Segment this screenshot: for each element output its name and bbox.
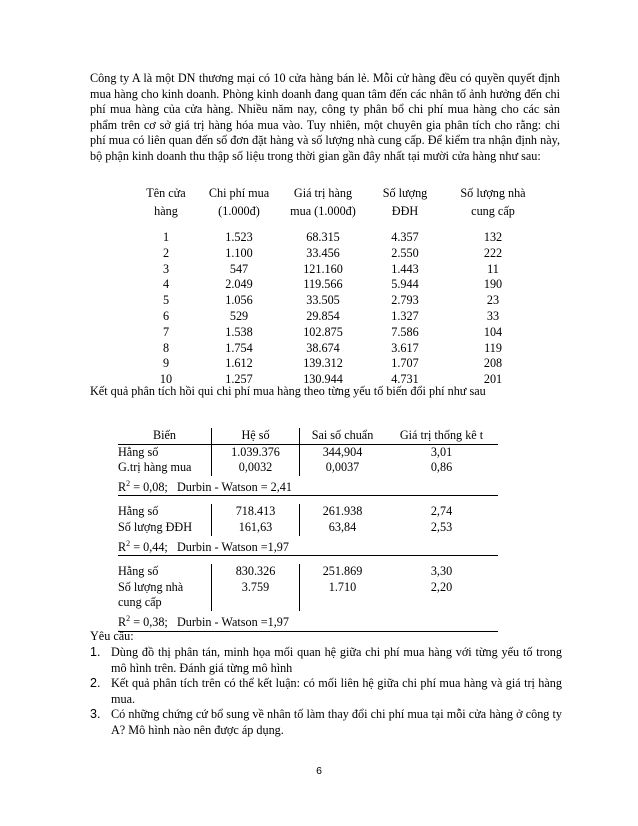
regression-header-t-stat: Giá trị thống kê t: [399, 428, 484, 442]
table-cell: 139.312: [303, 356, 343, 371]
header-order-count: Số lượng ĐĐH: [382, 186, 428, 218]
regression-cell: 3,30: [430, 564, 453, 579]
table-cell: 1: [162, 230, 170, 244]
table-row: [131, 341, 545, 357]
fit-stats-values: = 0,38; Durbin - Watson =1,97: [130, 615, 289, 630]
requirement-number: 1.: [90, 645, 101, 659]
table-cell: 1.538: [225, 324, 253, 339]
page-number: 6: [316, 765, 322, 777]
table-cell: 23: [486, 293, 500, 308]
r-squared-exponent: 2: [126, 538, 131, 548]
table-row: [131, 293, 545, 309]
table-cell: 121.160: [303, 261, 343, 276]
table-row: [131, 246, 545, 262]
r-squared-label: R: [118, 539, 127, 554]
table-cell: 1.612: [225, 356, 253, 371]
regression-cell: 3.759: [211, 580, 299, 596]
regression-header-row: [118, 428, 498, 445]
table-cell: 4.731: [391, 372, 419, 387]
regression-row: [118, 564, 498, 580]
table-cell: 7: [162, 324, 170, 339]
table-cell: 132: [483, 230, 503, 244]
table-cell: 4: [162, 277, 170, 292]
table-row: [131, 277, 545, 293]
requirement-item: [90, 707, 562, 738]
table-cell: 1.443: [391, 261, 419, 276]
regression-row: [118, 460, 498, 476]
store-table-header-row: [131, 184, 545, 220]
regression-cell: 830.326: [211, 564, 299, 580]
regression-intro: Kết quả phân tích hồi qui chi phí mua hàng theo từng yếu tố biến đổi phí như sau: [90, 384, 486, 398]
table-cell: 1.100: [225, 245, 253, 260]
regression-block: [118, 504, 498, 556]
requirements-list: [90, 645, 562, 738]
table-cell: 3.617: [391, 340, 419, 355]
requirement-number: 3.: [90, 707, 101, 721]
r-squared-label: R: [118, 479, 127, 494]
regression-cell: 0,0032: [211, 460, 299, 476]
regression-cell: 0,0037: [299, 460, 385, 476]
store-table-body: [131, 220, 545, 388]
regression-cell: 0,86: [430, 460, 453, 475]
r-squared-exponent: 2: [126, 478, 131, 488]
regression-cell: 3,01: [430, 444, 453, 459]
table-cell: 38.674: [306, 340, 340, 355]
regression-cell: G.trị hàng mua: [118, 460, 192, 475]
table-cell: 1.257: [225, 372, 253, 387]
header-supplier-count: Số lượng nhà cung cấp: [460, 186, 526, 218]
table-cell: 29.854: [306, 308, 340, 323]
regression-cell: 1.039.376: [211, 445, 299, 461]
intro-paragraph: Công ty A là một DN thương mại có 10 cửa hàng bán lẻ. Mỗi cử hàng đều có quyền quyết định mua hàng cho kinh doanh. Phòng kinh doanh đang quan tâm đến các nhân tố ảnh hưởng đến chi phí mua hàng của cửa hàng. Nhiều năm nay, công ty phân bổ chi phí mua hàng cho các sản phẩm trên cơ sở giá trị hàng hóa mua vào. Tuy nhiên, một chuyên gia phân tích cho rằng: chi phí mua có liên quan đến số đơn đặt hàng và số lượng nhà cung cấp. Để kiểm tra nhận định này, bộ phận kinh doanh thu thập số liệu trong thời gian gần đây nhất tại mười cửa hàng như sau:: [90, 71, 560, 163]
fit-stats-values: = 0,08; Durbin - Watson = 2,41: [130, 479, 292, 494]
regression-header-std-error: Sai số chuẩn: [299, 428, 385, 444]
table-cell: 5: [162, 293, 170, 308]
table-cell: 7.586: [391, 324, 419, 339]
r-squared-label: R: [118, 615, 127, 630]
regression-row: [118, 580, 498, 596]
regression-cell: cung cấp: [118, 595, 162, 610]
table-cell: 33.456: [306, 245, 340, 260]
table-cell: 2: [162, 245, 170, 260]
table-cell: 1.327: [391, 308, 419, 323]
regression-table: [118, 428, 498, 632]
table-row: [131, 309, 545, 325]
table-cell: 2.550: [391, 245, 419, 260]
table-row: [131, 262, 545, 278]
regression-cell: 344,904: [299, 445, 385, 461]
regression-fit-stats: [118, 476, 498, 497]
table-cell: 208: [483, 356, 503, 371]
table-cell: 2.793: [391, 293, 419, 308]
regression-row: [118, 445, 498, 461]
regression-block: [118, 564, 498, 631]
regression-row: [118, 520, 498, 536]
requirement-item: [90, 676, 562, 707]
fit-stats-values: = 0,44; Durbin - Watson =1,97: [130, 539, 289, 554]
regression-cell: 2,20: [430, 579, 453, 594]
table-cell: 68.315: [306, 230, 340, 244]
regression-cell: Hằng số: [118, 444, 159, 459]
table-cell: 1.056: [225, 293, 253, 308]
table-cell: 8: [162, 340, 170, 355]
table-cell: 1.754: [225, 340, 253, 355]
table-cell: 6: [162, 308, 170, 323]
header-store-name: Tên cửa hàng: [146, 186, 186, 218]
store-data-table: [131, 184, 545, 388]
regression-cell: Hằng số: [118, 504, 159, 519]
table-cell: 10: [159, 372, 173, 387]
table-row: [131, 230, 545, 246]
table-cell: 5.944: [391, 277, 419, 292]
table-cell: 3: [162, 261, 170, 276]
table-cell: 201: [483, 372, 503, 387]
table-cell: 130.944: [303, 372, 343, 387]
regression-cell: 718.413: [211, 504, 299, 520]
regression-fit-stats: [118, 536, 498, 557]
regression-cell: 2,53: [430, 520, 453, 535]
table-cell: 1.523: [225, 230, 253, 244]
table-cell: 33: [486, 308, 500, 323]
requirement-text: Dùng đồ thị phân tán, minh họa mối quan hệ giữa chi phí mua hàng với từng yếu tố trong mô hình trên. Đánh giá từng mô hình: [111, 645, 562, 675]
table-cell: 1.707: [391, 356, 419, 371]
table-cell: 33.505: [306, 293, 340, 308]
regression-cell: 2,74: [430, 504, 453, 519]
regression-cell: 261.938: [299, 504, 385, 520]
table-cell: 119.566: [303, 277, 343, 292]
table-cell: 529: [229, 308, 249, 323]
regression-header-variable: Biến: [152, 428, 177, 442]
table-row: [131, 356, 545, 372]
table-cell: 2.049: [225, 277, 253, 292]
table-cell: 222: [483, 245, 503, 260]
regression-row: [118, 504, 498, 520]
regression-block: [118, 445, 498, 497]
table-cell: 190: [483, 277, 503, 292]
regression-cell: Số lượng ĐĐH: [118, 520, 192, 535]
requirements-title: Yêu cầu:: [90, 629, 134, 643]
table-cell: 9: [162, 356, 170, 371]
requirement-item: [90, 645, 562, 676]
table-cell: 119: [484, 340, 502, 355]
regression-cell: Hằng số: [118, 564, 159, 579]
regression-row: [118, 595, 498, 611]
table-cell: 4.357: [391, 230, 419, 244]
header-purchase-value: Giá trị hàng mua (1.000đ): [290, 186, 356, 218]
regression-fit-stats: [118, 611, 498, 632]
requirement-text: Có những chứng cứ bổ sung về nhân tố làm thay đổi chi phí mua tại mỗi cửa hàng ở công ty A? Mô hình nào nên được áp dụng.: [111, 707, 562, 737]
table-cell: 102.875: [303, 324, 343, 339]
regression-cell: 161,63: [211, 520, 299, 536]
requirement-text: Kết quả phân tích trên có thể kết luận: có mối liên hệ giữa chi phí mua hàng và giá trị hàng mua.: [111, 676, 562, 706]
table-cell: 547: [229, 261, 249, 276]
regression-cell: [385, 595, 498, 611]
table-spacer: [131, 220, 545, 230]
regression-body: [118, 445, 498, 632]
regression-cell: Số lượng nhà: [118, 579, 184, 594]
regression-cell: 251.869: [299, 564, 385, 580]
regression-cell: 63,84: [299, 520, 385, 536]
regression-cell: 1.710: [299, 580, 385, 596]
regression-cell: [211, 595, 299, 611]
r-squared-exponent: 2: [126, 614, 131, 624]
requirement-number: 2.: [90, 676, 101, 690]
header-purchase-cost: Chi phí mua (1.000đ): [208, 186, 270, 218]
regression-cell: [299, 595, 385, 611]
table-cell: 11: [487, 261, 499, 276]
table-row: [131, 325, 545, 341]
regression-header-coefficient: Hệ số: [211, 428, 299, 444]
table-cell: 104: [483, 324, 503, 339]
